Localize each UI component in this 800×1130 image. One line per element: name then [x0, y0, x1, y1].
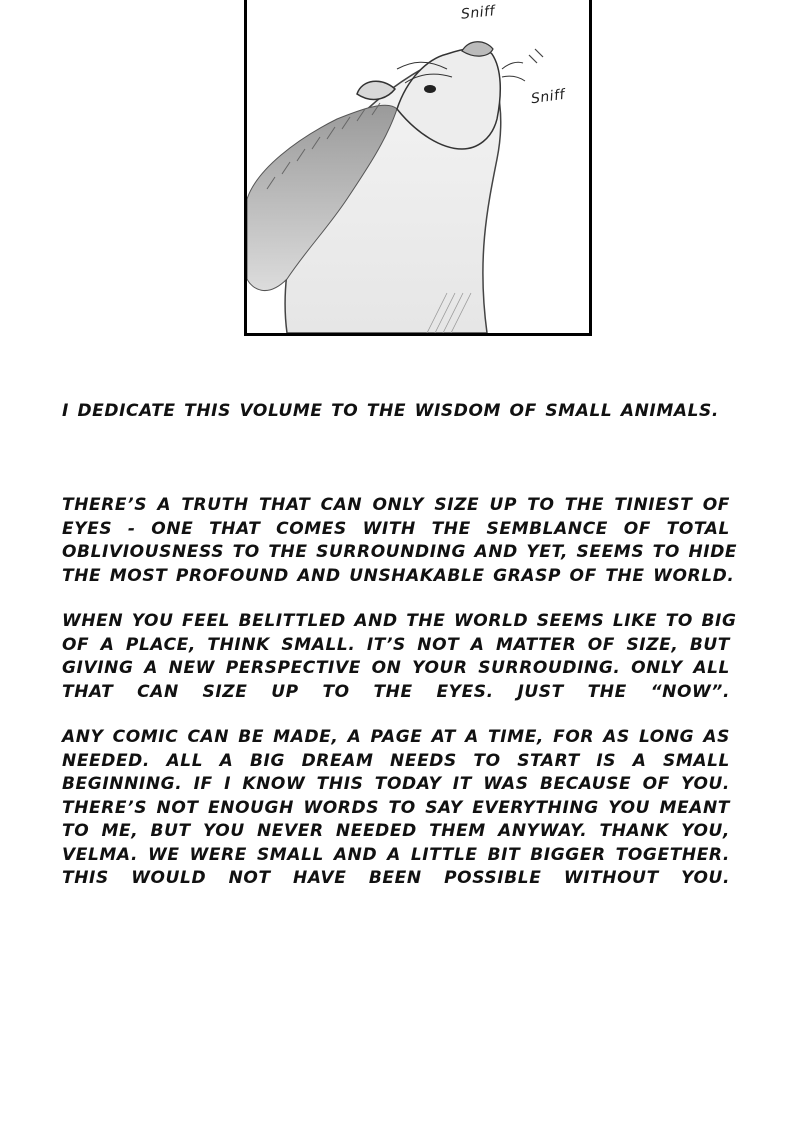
sfx-sniff-2: Sniff: [530, 86, 566, 108]
paragraph-line: THERE’S A TRUTH THAT CAN ONLY SIZE UP TO THE TINIEST OF: [62, 495, 730, 515]
paragraph-3: [62, 726, 730, 891]
paragraph-line: VELMA. WE WERE SMALL AND A LITTLE BIT BIGGER TOGETHER.: [62, 844, 730, 865]
paragraph-2: [62, 610, 737, 704]
paragraph-line: BEGINNING. IF I KNOW THIS TODAY IT WAS BECAUSE OF YOU.: [62, 774, 730, 794]
dedication-text: I DEDICATE THIS VOLUME TO THE WISDOM OF SMALL ANIMALS.: [62, 401, 719, 421]
paragraph-line: TO ME, BUT YOU NEVER NEEDED THEM ANYWAY. THANK YOU,: [62, 821, 730, 841]
paragraph-line: EYES - ONE THAT COMES WITH THE SEMBLANCE OF TOTAL: [62, 518, 730, 539]
paragraph-line: GIVING A NEW PERSPECTIVE ON YOUR SURROUDING. ONLY ALL: [62, 658, 730, 678]
paragraph-line: THERE’S NOT ENOUGH WORDS TO SAY EVERYTHING YOU MEANT: [62, 797, 730, 818]
paragraph-line: NEEDED. ALL A BIG DREAM NEEDS TO START IS A SMALL: [62, 750, 730, 771]
paragraph-line: OF A PLACE, THINK SMALL. IT’S NOT A MATTER OF SIZE, BUT: [62, 634, 730, 655]
paragraph-line: THE MOST PROFOUND AND UNSHAKABLE GRASP OF THE WORLD.: [62, 565, 735, 586]
paragraph-line: OBLIVIOUSNESS TO THE SURROUNDING AND YET, SEEMS TO HIDE: [62, 542, 738, 562]
paragraph-1: [62, 494, 738, 588]
dedication-line: [62, 400, 730, 424]
rat-sniffing-illustration: [247, 0, 589, 333]
paragraph-line: THIS WOULD NOT HAVE BEEN POSSIBLE WITHOUT YOU.: [62, 868, 730, 888]
paragraph-line: THAT CAN SIZE UP TO THE EYES. JUST THE “NOW”.: [62, 681, 730, 702]
paragraph-line: ANY COMIC CAN BE MADE, A PAGE AT A TIME, FOR AS LONG AS: [62, 727, 730, 747]
sfx-sniff-1: Sniff: [460, 3, 496, 23]
comic-panel: [244, 0, 592, 336]
paragraph-line: WHEN YOU FEEL BELITTLED AND THE WORLD SEEMS LIKE TO BIG: [62, 611, 737, 631]
